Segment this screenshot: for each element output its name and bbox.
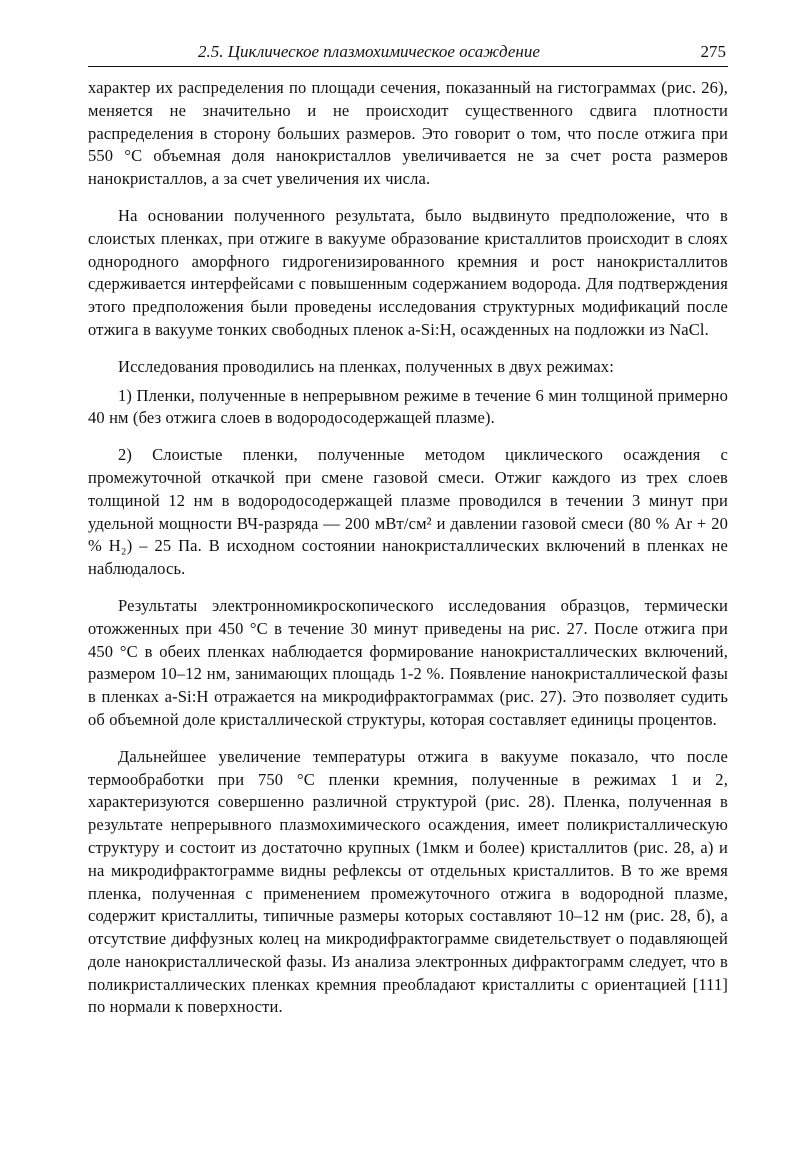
running-header — [88, 42, 728, 67]
page-number: 275 — [700, 42, 726, 61]
list-item: 1) Пленки, полученные в непрерывном режиме в течение 6 мин толщиной примерно 40 нм (без отжига слоев в водородосодержащей плазме). — [88, 385, 728, 428]
paragraph: Результаты электронномикроскопического исследования образцов, термически отожженных при 450 °С в течение 30 минут приведены на рис. 27. После отжига при 450 °С в обеих пленках наблюдается формирование нанокристаллических включений, размером 10–12 нм, занимающих площадь 1-2 %. Появление нанокристаллической фазы в пленках a-Si:H отражается на микродифрактограммах (рис. 27). Это позволяет судить об объемной доле кристаллической структуры, которая составляет единицы процентов. — [88, 595, 728, 729]
body-text — [88, 77, 728, 1019]
paragraph: Дальнейшее увеличение температуры отжига в вакууме показало, что после термообработки при 750 °С пленки кремния, полученные в режимах 1 и 2, характеризуются совершенно различной структурой (рис. 28). Пленка, полученная в результате непрерывного плазмохимического осаждения, имеет поликристаллическую структуру и состоит из достаточно крупных (1мкм и более) кристаллитов (рис. 28, а) и на микродифрактограмме видны рефлексы от отдельных кристаллитов. В то же время пленка, полученная с применением промежуточного отжига в водородной плазме, содержит кристаллиты, типичные размеры которых составляют 10–12 нм (рис. 28, б), а отсутствие диффузных колец на микродифрактограмме свидетельствует о подавляющей доле нанокристаллической фазы. Из анализа электронных дифрактограмм следует, что в поликристаллических пленках кремния преобладают кристаллиты с ориентацией [111] по нормали к поверхности. — [88, 746, 728, 1017]
list-item: 2) Слоистые пленки, полученные методом циклического осаждения с промежуточной откачкой при смене газовой смеси. Отжиг каждого из трех слоев толщиной 12 нм в водородосодержащей плазме проводился в течении 3 минут при удельной мощности ВЧ-разряда — 200 мВт/см² и давлении газовой смеси (80 % Ar + 20 % H₂) – 25 Па. В исходном состоянии нанокристаллических включений в пленках не наблюдалось. — [88, 445, 728, 579]
section-title: 2.5. Циклическое плазмохимическое осаждение — [198, 42, 540, 61]
paragraph: На основании полученного результата, было выдвинуто предположение, что в слоистых пленках, при отжиге в вакууме образование кристаллитов происходит в слоях однородного аморфного гидрогенизированного кремния и рост нанокристаллитов сдерживается интерфейсами с повышенным содержанием водорода. Для подтверждения этого предположения были проведены исследования структурных модификаций после отжига в вакууме тонких свободных пленок a-Si:H, осажденных на подложки из NaCl. — [88, 205, 728, 339]
paragraph: характер их распределения по площади сечения, показанный на гистограммах (рис. 26), меняется не значительно и не происходит существенного сдвига плотности распределения в сторону больших размеров. Это говорит о том, что после отжига при 550 °С объемная доля нанокристаллов увеличивается не за счет роста размеров нанокристаллов, а за счет увеличения их числа. — [88, 78, 728, 189]
book-page — [88, 42, 728, 1019]
paragraph: Исследования проводились на пленках, полученных в двух режимах: — [118, 356, 614, 376]
